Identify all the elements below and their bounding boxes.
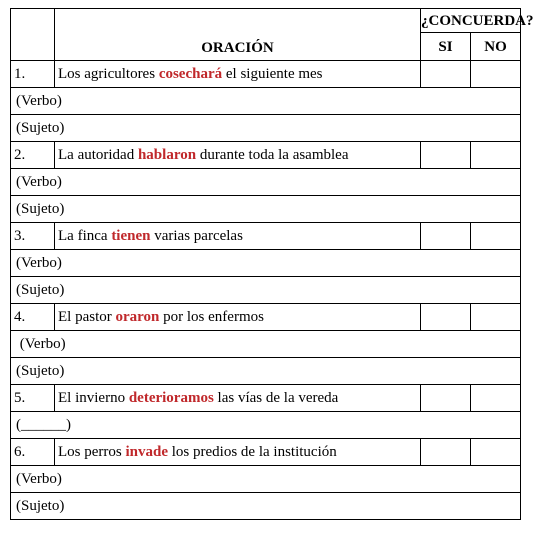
header-no: NO bbox=[471, 33, 521, 61]
subject-answer-line[interactable]: (Sujeto) bbox=[11, 196, 521, 223]
sentence-row bbox=[11, 223, 521, 250]
sentence-number: 3. bbox=[11, 223, 55, 250]
sentence-pre: Los perros bbox=[58, 444, 126, 460]
sentence-number: 4. bbox=[11, 304, 55, 331]
sentence-row bbox=[11, 142, 521, 169]
sentence-pre: La autoridad bbox=[58, 147, 138, 163]
sentence-number: 2. bbox=[11, 142, 55, 169]
verb-answer-line[interactable]: (Verbo) bbox=[11, 88, 521, 115]
blank-answer-line[interactable]: (______) bbox=[11, 412, 521, 439]
sentence-text bbox=[55, 223, 421, 250]
sentence-pre: El pastor bbox=[58, 309, 116, 325]
si-answer-cell[interactable] bbox=[421, 61, 471, 88]
si-answer-cell[interactable] bbox=[421, 304, 471, 331]
no-answer-cell[interactable] bbox=[471, 142, 521, 169]
header-oracion: ORACIÓN bbox=[55, 9, 421, 61]
si-answer-cell[interactable] bbox=[421, 223, 471, 250]
header-number-cell bbox=[11, 9, 55, 61]
sentence-post: el siguiente mes bbox=[222, 66, 323, 82]
verb-answer-line[interactable]: (Verbo) bbox=[11, 331, 521, 358]
no-answer-cell[interactable] bbox=[471, 304, 521, 331]
highlighted-verb: oraron bbox=[115, 309, 160, 325]
header-si: SI bbox=[421, 33, 471, 61]
sentence-row bbox=[11, 439, 521, 466]
sentence-post: los predios de la institución bbox=[168, 444, 337, 460]
subject-answer-line[interactable]: (Sujeto) bbox=[11, 493, 521, 520]
highlighted-verb: cosechará bbox=[158, 66, 223, 82]
subject-answer-line[interactable]: (Sujeto) bbox=[11, 277, 521, 304]
sentence-number: 6. bbox=[11, 439, 55, 466]
verb-answer-line[interactable]: (Verbo) bbox=[11, 466, 521, 493]
sentence-pre: La finca bbox=[58, 228, 112, 244]
verb-answer-line[interactable]: (Verbo) bbox=[11, 169, 521, 196]
sentence-text bbox=[55, 439, 421, 466]
no-answer-cell[interactable] bbox=[471, 223, 521, 250]
header-concuerda: ¿CONCUERDA? bbox=[421, 9, 521, 33]
sentence-row bbox=[11, 61, 521, 88]
subject-answer-line[interactable]: (Sujeto) bbox=[11, 115, 521, 142]
verb-answer-line[interactable]: (Verbo) bbox=[11, 250, 521, 277]
si-answer-cell[interactable] bbox=[421, 142, 471, 169]
worksheet-table bbox=[10, 8, 534, 520]
no-answer-cell[interactable] bbox=[471, 385, 521, 412]
highlighted-verb: deterioramos bbox=[128, 390, 214, 406]
sentence-pre: El invierno bbox=[58, 390, 129, 406]
si-answer-cell[interactable] bbox=[421, 385, 471, 412]
sentence-pre: Los agricultores bbox=[58, 66, 159, 82]
no-answer-cell[interactable] bbox=[471, 61, 521, 88]
sentence-number: 5. bbox=[11, 385, 55, 412]
sentence-row bbox=[11, 304, 521, 331]
highlighted-verb: hablaron bbox=[137, 147, 197, 163]
sentence-post: por los enfermos bbox=[159, 309, 264, 325]
highlighted-verb: invade bbox=[125, 444, 169, 460]
sentence-text bbox=[55, 142, 421, 169]
sentence-post: durante toda la asamblea bbox=[196, 147, 349, 163]
sentence-number: 1. bbox=[11, 61, 55, 88]
sentence-text bbox=[55, 304, 421, 331]
sentence-text bbox=[55, 385, 421, 412]
sentence-row bbox=[11, 385, 521, 412]
sentence-post: las vías de la vereda bbox=[213, 390, 339, 406]
no-answer-cell[interactable] bbox=[471, 439, 521, 466]
si-answer-cell[interactable] bbox=[421, 439, 471, 466]
subject-answer-line[interactable]: (Sujeto) bbox=[11, 358, 521, 385]
highlighted-verb: tienen bbox=[111, 228, 151, 244]
sentence-text bbox=[55, 61, 421, 88]
sentence-post: varias parcelas bbox=[150, 228, 243, 244]
